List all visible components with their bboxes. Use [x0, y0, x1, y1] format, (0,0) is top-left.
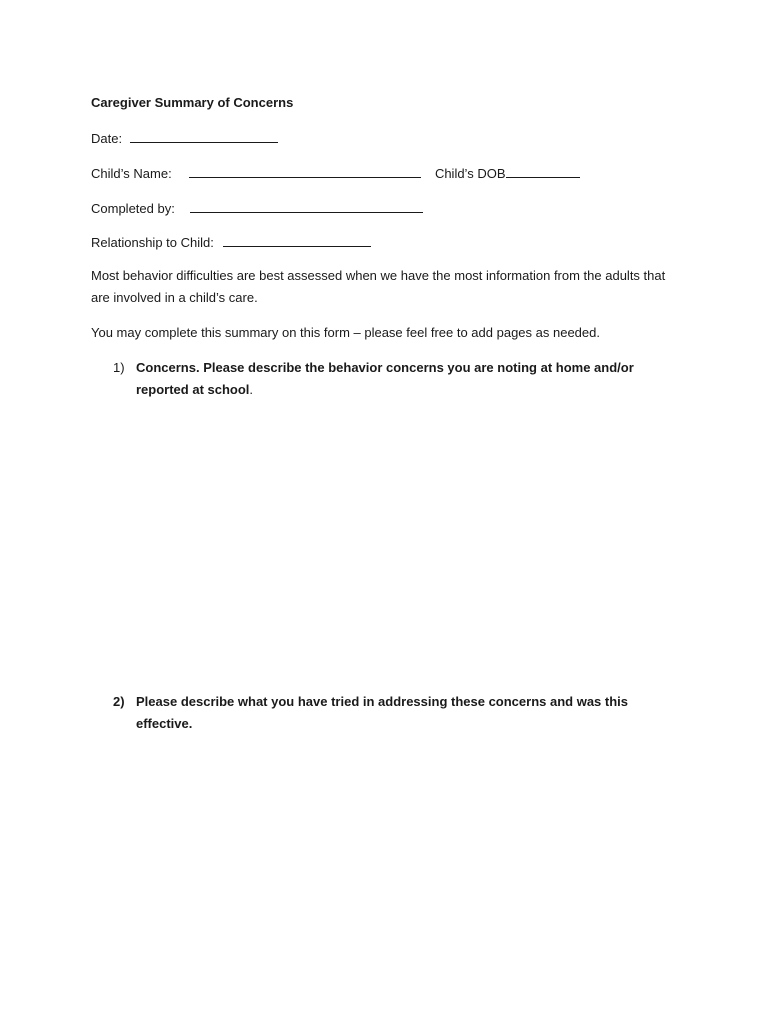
relationship-row	[91, 234, 371, 251]
form-title: Caregiver Summary of Concerns	[91, 95, 294, 110]
completed-by-row	[91, 200, 423, 217]
question-2-text: Please describe what you have tried in addressing these concerns and was this effective.	[136, 694, 629, 731]
relationship-label: Relationship to Child:	[91, 235, 214, 250]
child-name-label: Child’s Name:	[91, 166, 172, 181]
intro-paragraph: Most behavior difficulties are best assessed when we have the most information from the adults that are involved in a child’s care.	[91, 268, 666, 305]
question-1-body: Please describe the behavior concerns you are noting at home and/or reported at school	[136, 360, 634, 397]
instructions-text: You may complete this summary on this form – please feel free to add pages as needed.	[91, 325, 600, 340]
child-row	[91, 165, 580, 182]
child-name-field[interactable]	[189, 165, 421, 178]
completed-by-field[interactable]	[190, 200, 423, 213]
question-2-number: 2)	[113, 694, 125, 709]
date-field[interactable]	[130, 130, 278, 143]
question-1-number: 1)	[113, 360, 125, 375]
date-label: Date:	[91, 131, 123, 146]
question-1-tail: .	[249, 382, 254, 397]
question-1-lead: Concerns.	[136, 360, 200, 375]
child-dob-label: Child’s DOB	[434, 166, 506, 181]
completed-by-label: Completed by:	[91, 201, 175, 216]
question-1-text	[136, 357, 656, 401]
date-row	[91, 130, 278, 147]
child-dob-field[interactable]	[506, 165, 580, 178]
relationship-field[interactable]	[223, 234, 371, 247]
